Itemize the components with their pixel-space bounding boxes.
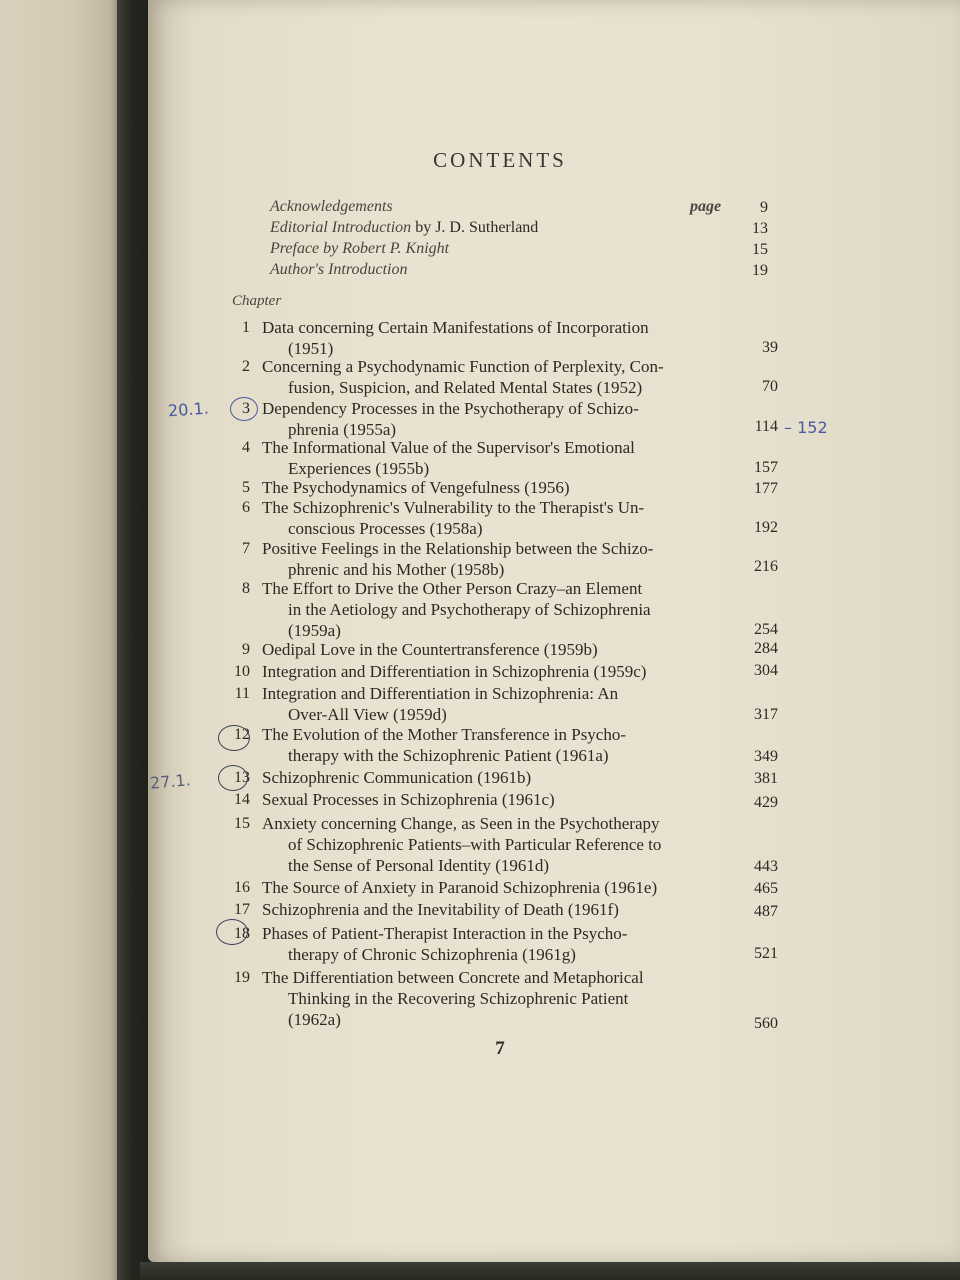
chapter-title-line: Anxiety concerning Change, as Seen in the Psychotherapy — [262, 814, 660, 833]
chapter-title-line: The Psychodynamics of Vengefulness (1956) — [262, 478, 570, 497]
page-label: page — [690, 198, 722, 215]
chapter-page: 39 — [762, 339, 778, 356]
chapter-number: 4 — [242, 439, 250, 456]
chapter-number: 8 — [242, 580, 250, 597]
chapter-title-line: phrenia (1955a) — [288, 420, 397, 439]
chapter-title-line: fusion, Suspicion, and Related Mental States (1952) — [288, 378, 643, 397]
chapter-title-line: Oedipal Love in the Countertransference (1959b) — [262, 640, 598, 659]
front-item-author-intro: Author's Introduction — [270, 261, 408, 278]
chapter-title-line: Thinking in the Recovering Schizophrenic Patient — [288, 989, 629, 1008]
chapter-title-line: The Evolution of the Mother Transference in Psycho- — [262, 725, 627, 744]
chapter-title-line: Dependency Processes in the Psychotherapy of Schizo- — [262, 399, 639, 418]
chapter-title-line: (1951) — [288, 339, 334, 358]
chapter-page: 317 — [754, 706, 778, 723]
cover-bottom-edge — [140, 1262, 960, 1280]
chapter-title-line: The Schizophrenic's Vulnerability to the Therapist's Un- — [262, 498, 645, 517]
chapter-title-line: the Sense of Personal Identity (1961d) — [288, 856, 550, 875]
chapter-number: 9 — [242, 641, 250, 658]
chapter-page: 70 — [762, 378, 778, 395]
front-page-editorial: 13 — [752, 220, 768, 237]
chapter-page: 487 — [754, 903, 778, 920]
chapter-page: 114 — [754, 418, 778, 435]
circle-mark-chapter-18 — [216, 919, 248, 945]
chapter-title-line: Experiences (1955b) — [288, 459, 430, 478]
handwritten-note-1: 20.1. — [167, 398, 210, 421]
chapter-number: 2 — [242, 358, 250, 375]
chapter-heading: Chapter — [232, 293, 282, 309]
chapter-number: 14 — [234, 791, 250, 808]
chapter-title-line: conscious Processes (1958a) — [288, 519, 483, 538]
circle-mark-chapter-12 — [218, 725, 250, 751]
handwritten-note-2: 27.1. — [149, 770, 192, 793]
chapter-title-line: Integration and Differentiation in Schizophrenia (1959c) — [262, 662, 647, 681]
chapter-page: 284 — [754, 640, 778, 657]
contents-title: CONTENTS — [433, 148, 567, 172]
chapter-title-line: (1959a) — [288, 621, 341, 640]
book-page — [148, 0, 960, 1262]
chapter-title-line: The Differentiation between Concrete and Metaphorical — [262, 968, 644, 987]
chapter-title-line: therapy with the Schizophrenic Patient (1961a) — [288, 746, 609, 765]
chapter-page: 381 — [754, 770, 778, 787]
front-page-acknowledgements: 9 — [760, 199, 768, 216]
chapter-page: 349 — [754, 748, 778, 765]
handwritten-page-range: – 152 — [784, 418, 828, 437]
chapter-page: 443 — [754, 858, 778, 875]
front-item-acknowledgements: Acknowledgements — [270, 198, 393, 215]
chapter-title-line: Data concerning Certain Manifestations of Incorporation — [262, 318, 649, 337]
chapter-title-line: Phases of Patient-Therapist Interaction in the Psycho- — [262, 924, 628, 943]
chapter-page: 157 — [754, 459, 778, 476]
chapter-title-line: The Informational Value of the Supervisor's Emotional — [262, 438, 635, 457]
chapter-number: 17 — [234, 901, 250, 918]
chapter-title-line: The Effort to Drive the Other Person Crazy–an Element — [262, 579, 643, 598]
chapter-page: 254 — [754, 621, 778, 638]
chapter-page: 304 — [754, 662, 778, 679]
chapter-number: 3 — [242, 400, 250, 417]
circle-mark-chapter-3 — [230, 397, 258, 421]
chapter-number: 18 — [234, 925, 250, 942]
chapter-page: 521 — [754, 945, 778, 962]
chapter-number: 19 — [234, 969, 250, 986]
chapter-number: 1 — [242, 319, 250, 336]
chapter-page: 192 — [754, 519, 778, 536]
chapter-number: 5 — [242, 479, 250, 496]
chapter-title-line: in the Aetiology and Psychotherapy of Schizophrenia — [288, 600, 651, 619]
chapter-number: 13 — [234, 769, 250, 786]
chapter-title-line: Positive Feelings in the Relationship between the Schizo- — [262, 539, 654, 558]
chapter-number: 10 — [234, 663, 250, 680]
chapter-title-line: Integration and Differentiation in Schizophrenia: An — [262, 684, 619, 703]
chapter-title-line: Schizophrenia and the Inevitability of Death (1961f) — [262, 900, 619, 919]
chapter-page: 465 — [754, 880, 778, 897]
chapter-page: 429 — [754, 794, 778, 811]
left-page — [0, 0, 120, 1280]
chapter-number: 15 — [234, 815, 250, 832]
chapter-title-line: Sexual Processes in Schizophrenia (1961c) — [262, 790, 555, 809]
front-page-preface: 15 — [752, 241, 768, 258]
chapter-page: 216 — [754, 558, 778, 575]
chapter-title-line: The Source of Anxiety in Paranoid Schizophrenia (1961e) — [262, 878, 658, 897]
chapter-number: 12 — [234, 726, 250, 743]
chapter-page: 560 — [754, 1015, 778, 1032]
chapter-title-line: therapy of Chronic Schizophrenia (1961g) — [288, 945, 576, 964]
chapter-number: 7 — [242, 540, 250, 557]
circle-mark-chapter-13 — [218, 765, 248, 791]
chapter-title-line: (1962a) — [288, 1010, 341, 1029]
chapter-number: 6 — [242, 499, 250, 516]
chapter-title-line: of Schizophrenic Patients–with Particular Reference to — [288, 835, 662, 854]
chapter-page: 177 — [754, 480, 778, 497]
chapter-title-line: phrenic and his Mother (1958b) — [288, 560, 505, 579]
page-number: 7 — [495, 1038, 505, 1059]
front-item-preface: Preface by Robert P. Knight — [270, 240, 450, 257]
chapter-title-line: Concerning a Psychodynamic Function of Perplexity, Con- — [262, 357, 664, 376]
chapter-number: 16 — [234, 879, 250, 896]
chapter-title-line: Over-All View (1959d) — [288, 705, 447, 724]
front-page-author-intro: 19 — [752, 262, 768, 279]
chapter-number: 11 — [234, 685, 250, 702]
chapter-title-line: Schizophrenic Communication (1961b) — [262, 768, 532, 787]
front-item-editorial: Editorial Introduction by J. D. Sutherland — [270, 219, 539, 236]
